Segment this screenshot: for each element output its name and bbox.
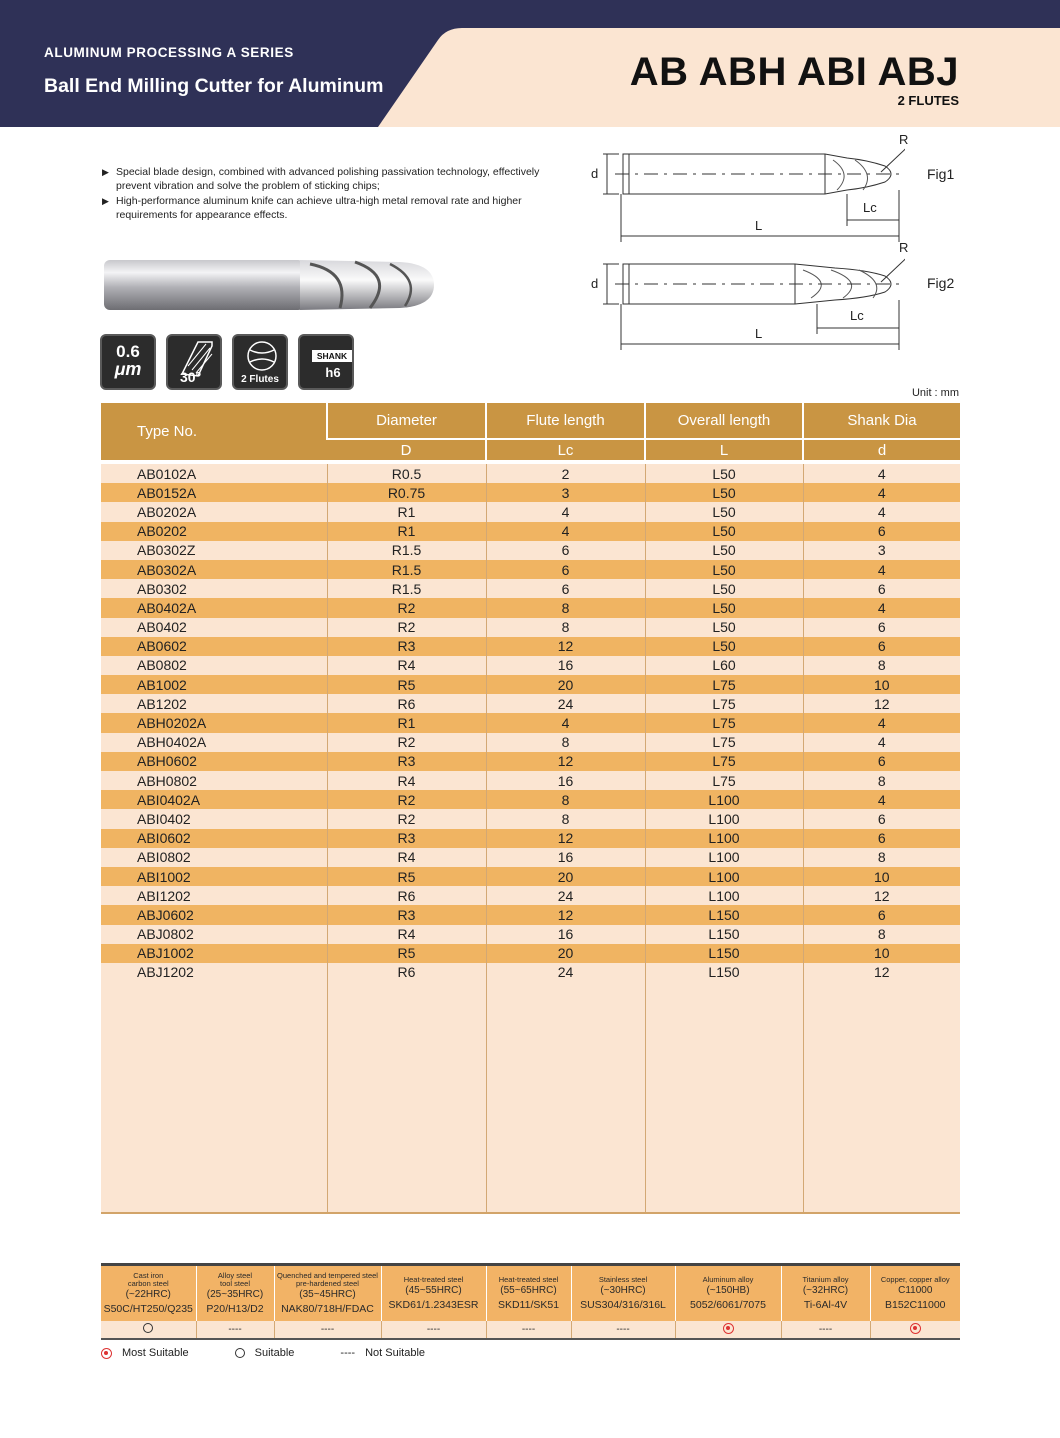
shank-dia-cell: 6 <box>803 809 960 828</box>
material-name: Aluminum alloy <box>702 1274 754 1284</box>
material-cell <box>196 1266 274 1321</box>
helix-angle-value: 30° <box>180 369 202 385</box>
diameter-cell: R6 <box>327 694 486 713</box>
shank-dia-cell: 4 <box>803 598 960 617</box>
table-row <box>101 483 960 502</box>
most-suitable-icon <box>723 1323 734 1334</box>
flute-length-cell: 4 <box>486 522 645 541</box>
diameter-cell: R5 <box>327 675 486 694</box>
flute-length-cell: 8 <box>486 733 645 752</box>
overall-length-cell: L75 <box>645 733 803 752</box>
overall-length-cell: L60 <box>645 656 803 675</box>
shank-dia-cell: 4 <box>803 502 960 521</box>
table-row <box>101 733 960 752</box>
material-name: Cast iron <box>133 1270 164 1280</box>
subheader-lc: Lc <box>486 439 645 460</box>
end-mill-photo <box>100 252 440 322</box>
flute-length-cell: 16 <box>486 925 645 944</box>
flute-length-cell: 8 <box>486 809 645 828</box>
flutes-label: 2 FLUTES <box>897 93 959 108</box>
flutes-count: 2 Flutes <box>241 374 279 385</box>
overall-length-cell: L50 <box>645 464 803 483</box>
material-grade: B152C11000 <box>884 1298 946 1311</box>
suitable-icon <box>101 1321 196 1339</box>
surface-roughness-badge <box>100 334 156 390</box>
most-suitable-icon <box>101 1348 112 1359</box>
diameter-cell: R6 <box>327 963 486 982</box>
material-grade: Ti-6Al-4V <box>803 1298 848 1311</box>
bullet-icon: ▶ <box>102 195 109 206</box>
header-overall-length: Overall length <box>645 403 803 439</box>
flute-length-cell: 24 <box>486 963 645 982</box>
material-cell <box>486 1266 571 1321</box>
overall-length-cell: L75 <box>645 771 803 790</box>
material-name: Heat-treated steel <box>403 1274 464 1284</box>
material-hardness: (~32HRC) <box>802 1284 849 1296</box>
overall-length-cell: L50 <box>645 598 803 617</box>
type-no-cell: AB0602 <box>101 637 327 656</box>
material-grade: SKD61/1.2343ESR <box>388 1298 479 1311</box>
empty-cell <box>486 982 645 1213</box>
diameter-cell: R4 <box>327 771 486 790</box>
shank-dia-cell: 12 <box>803 963 960 982</box>
flute-length-cell: 4 <box>486 502 645 521</box>
type-no-cell: AB0802 <box>101 656 327 675</box>
diameter-cell: R4 <box>327 925 486 944</box>
most-suitable-icon <box>870 1321 960 1339</box>
table-row <box>101 944 960 963</box>
helix-angle-badge <box>166 334 222 390</box>
type-no-cell: AB0402 <box>101 618 327 637</box>
shank-dia-cell: 6 <box>803 752 960 771</box>
material-name: Quenched and tempered steel <box>277 1270 378 1280</box>
type-no-cell: ABJ0602 <box>101 905 327 924</box>
overall-length-cell: L75 <box>645 675 803 694</box>
shank-dia-cell: 4 <box>803 464 960 483</box>
fig1-radius-label: R <box>899 132 909 147</box>
empty-cell <box>101 982 327 1213</box>
empty-cell <box>327 982 486 1213</box>
table-row <box>101 886 960 905</box>
diameter-cell: R1.5 <box>327 560 486 579</box>
flute-length-cell: 16 <box>486 848 645 867</box>
type-no-cell: AB0102A <box>101 464 327 483</box>
flute-length-cell: 16 <box>486 771 645 790</box>
suitability-row <box>101 1321 960 1339</box>
shank-dia-cell: 10 <box>803 867 960 886</box>
empty-cell <box>645 982 803 1213</box>
overall-length-cell: L50 <box>645 579 803 598</box>
shank-dia-cell: 12 <box>803 694 960 713</box>
table-row <box>101 771 960 790</box>
not-suitable-symbol: ---- <box>196 1321 274 1339</box>
table-row <box>101 790 960 809</box>
spec-table-body <box>101 464 960 1213</box>
overall-length-cell: L75 <box>645 713 803 732</box>
product-subtitle: Ball End Milling Cutter for Aluminum <box>44 75 384 97</box>
flute-length-cell: 4 <box>486 713 645 732</box>
material-hardness: (~22HRC) <box>125 1288 171 1300</box>
material-cell <box>101 1266 196 1321</box>
overall-length-cell: L50 <box>645 637 803 656</box>
diameter-cell: R5 <box>327 867 486 886</box>
feature-list <box>102 165 542 223</box>
shank-dia-cell: 6 <box>803 522 960 541</box>
material-grade: NAK80/718H/FDAC <box>281 1302 374 1315</box>
series-label: ALUMINUM PROCESSING A SERIES <box>44 45 294 60</box>
material-hardness: (35~45HRC) <box>299 1288 356 1300</box>
flute-length-cell: 8 <box>486 790 645 809</box>
overall-length-cell: L75 <box>645 752 803 771</box>
flute-length-cell: 8 <box>486 618 645 637</box>
not-suitable-symbol: ---- <box>486 1321 571 1339</box>
diameter-cell: R4 <box>327 656 486 675</box>
shank-dia-cell: 3 <box>803 541 960 560</box>
roughness-unit: μm <box>114 359 142 379</box>
feature-text: Special blade design, combined with advanced polishing passivation technology, effectively prevent vibration and solve the problem of sticking chips; <box>116 166 540 193</box>
overall-length-cell: L100 <box>645 867 803 886</box>
overall-length-cell: L150 <box>645 963 803 982</box>
flute-length-cell: 24 <box>486 694 645 713</box>
table-row <box>101 848 960 867</box>
not-suitable-symbol: ---- <box>274 1321 381 1339</box>
flute-length-cell: 12 <box>486 905 645 924</box>
type-no-cell: ABH0402A <box>101 733 327 752</box>
material-grade: SKD11/SK51 <box>497 1298 560 1311</box>
header-banner <box>0 0 1060 127</box>
table-row <box>101 618 960 637</box>
type-no-cell: ABI0602 <box>101 829 327 848</box>
type-no-cell: ABH0802 <box>101 771 327 790</box>
material-header-row <box>101 1266 960 1321</box>
type-no-cell: AB0202 <box>101 522 327 541</box>
diameter-cell: R2 <box>327 809 486 828</box>
diameter-cell: R3 <box>327 637 486 656</box>
type-no-cell: ABJ0802 <box>101 925 327 944</box>
material-hardness: (~150HB) <box>706 1284 750 1296</box>
shank-tolerance: h6 <box>325 365 341 380</box>
shank-dia-cell: 10 <box>803 944 960 963</box>
material-table <box>101 1266 960 1340</box>
diameter-cell: R4 <box>327 848 486 867</box>
material-cell <box>571 1266 675 1321</box>
shank-dia-cell: 4 <box>803 733 960 752</box>
feature-item <box>102 194 542 223</box>
shank-dia-cell: 6 <box>803 579 960 598</box>
fig2-radius-label: R <box>899 240 909 255</box>
table-row <box>101 579 960 598</box>
table-row <box>101 809 960 828</box>
type-no-cell: ABJ1202 <box>101 963 327 982</box>
header-type-no: Type No. <box>101 403 327 460</box>
type-no-cell: ABI1002 <box>101 867 327 886</box>
table-row <box>101 829 960 848</box>
table-row <box>101 752 960 771</box>
type-no-cell: AB0302A <box>101 560 327 579</box>
table-row <box>101 905 960 924</box>
material-grade: P20/H13/D2 <box>206 1302 264 1315</box>
material-cell <box>781 1266 870 1321</box>
type-no-cell: ABI0802 <box>101 848 327 867</box>
diameter-cell: R2 <box>327 733 486 752</box>
flute-length-cell: 24 <box>486 886 645 905</box>
type-no-cell: ABI0402 <box>101 809 327 828</box>
table-row <box>101 522 960 541</box>
fig1-diameter-label: d <box>591 166 599 181</box>
table-empty-space <box>101 982 960 1213</box>
type-no-cell: AB0402A <box>101 598 327 617</box>
spec-icon-row <box>100 334 354 390</box>
type-no-cell: AB0302Z <box>101 541 327 560</box>
subheader-d: D <box>327 439 486 460</box>
table-row <box>101 560 960 579</box>
shank-dia-cell: 6 <box>803 618 960 637</box>
fig1-length-label: L <box>755 218 763 233</box>
shank-dia-cell: 4 <box>803 560 960 579</box>
diameter-cell: R0.5 <box>327 464 486 483</box>
shank-dia-cell: 8 <box>803 656 960 675</box>
table-row <box>101 598 960 617</box>
material-name: pre-hardened steel <box>296 1278 359 1288</box>
diameter-cell: R2 <box>327 598 486 617</box>
type-no-cell: ABH0602 <box>101 752 327 771</box>
shank-tolerance-badge <box>298 334 354 390</box>
shank-dia-cell: 6 <box>803 829 960 848</box>
fig2-length-label: L <box>755 326 763 341</box>
shank-dia-cell: 10 <box>803 675 960 694</box>
flute-length-cell: 12 <box>486 829 645 848</box>
header-flute-length: Flute length <box>486 403 645 439</box>
shank-label: SHANK <box>312 350 352 362</box>
shank-dia-cell: 4 <box>803 790 960 809</box>
material-name: Heat-treated steel <box>498 1274 559 1284</box>
most-suitable-icon <box>675 1321 781 1339</box>
table-row <box>101 464 960 483</box>
fig2-lc-label: Lc <box>850 308 864 323</box>
diameter-cell: R6 <box>327 886 486 905</box>
material-cell <box>675 1266 781 1321</box>
shank-dia-cell: 6 <box>803 637 960 656</box>
material-cell <box>274 1266 381 1321</box>
overall-length-cell: L150 <box>645 905 803 924</box>
material-name: Titanium alloy <box>802 1274 849 1284</box>
flute-length-cell: 20 <box>486 944 645 963</box>
table-row <box>101 656 960 675</box>
not-suitable-symbol: ---- <box>340 1347 356 1359</box>
diameter-cell: R2 <box>327 790 486 809</box>
flute-length-cell: 6 <box>486 541 645 560</box>
feature-item <box>102 165 542 194</box>
subheader-shank-d: d <box>803 439 960 460</box>
material-name: tool steel <box>219 1278 251 1288</box>
subheader-l: L <box>645 439 803 460</box>
not-suitable-symbol: ---- <box>781 1321 870 1339</box>
legend-most-suitable <box>101 1347 189 1359</box>
empty-cell <box>803 982 960 1213</box>
flute-length-cell: 6 <box>486 560 645 579</box>
suitable-icon <box>143 1323 153 1333</box>
material-suitability-table <box>101 1263 960 1340</box>
flute-length-cell: 2 <box>486 464 645 483</box>
legend-most-text: Most Suitable <box>122 1347 189 1359</box>
legend-not-suitable <box>340 1347 425 1359</box>
header-shank-dia: Shank Dia <box>803 403 960 439</box>
legend-suitable-text: Suitable <box>254 1347 295 1359</box>
type-no-cell: AB0302 <box>101 579 327 598</box>
diameter-cell: R5 <box>327 944 486 963</box>
shank-dia-cell: 8 <box>803 925 960 944</box>
flute-length-cell: 6 <box>486 579 645 598</box>
flute-length-cell: 16 <box>486 656 645 675</box>
roughness-value: 0.6 <box>116 342 140 361</box>
table-row <box>101 502 960 521</box>
legend-not-text: Not Suitable <box>365 1347 426 1359</box>
material-hardness: (55~65HRC) <box>500 1284 557 1296</box>
table-row <box>101 694 960 713</box>
flute-length-cell: 8 <box>486 598 645 617</box>
flutes-badge <box>232 334 288 390</box>
overall-length-cell: L100 <box>645 829 803 848</box>
type-no-cell: AB0152A <box>101 483 327 502</box>
flute-length-cell: 20 <box>486 867 645 886</box>
bullet-icon: ▶ <box>102 167 109 177</box>
diameter-cell: R1.5 <box>327 579 486 598</box>
diameter-cell: R1 <box>327 713 486 732</box>
overall-length-cell: L100 <box>645 886 803 905</box>
shank-dia-cell: 4 <box>803 483 960 502</box>
diameter-cell: R3 <box>327 829 486 848</box>
type-no-cell: ABJ1002 <box>101 944 327 963</box>
material-cell <box>870 1266 960 1321</box>
overall-length-cell: L50 <box>645 618 803 637</box>
fig1-lc-label: Lc <box>863 200 877 215</box>
spec-table <box>101 403 960 1214</box>
flute-length-cell: 3 <box>486 483 645 502</box>
material-grade: S50C/HT250/Q235 <box>103 1302 193 1315</box>
flute-length-cell: 20 <box>486 675 645 694</box>
table-row <box>101 867 960 886</box>
material-name: carbon steel <box>127 1278 169 1288</box>
type-no-cell: ABI1202 <box>101 886 327 905</box>
fig2-diameter-label: d <box>591 276 599 291</box>
header-diameter: Diameter <box>327 403 486 439</box>
diameter-cell: R2 <box>327 618 486 637</box>
suitable-icon <box>235 1348 245 1358</box>
overall-length-cell: L50 <box>645 502 803 521</box>
material-name: Alloy steel <box>217 1270 253 1280</box>
flute-length-cell: 12 <box>486 637 645 656</box>
overall-length-cell: L100 <box>645 848 803 867</box>
diameter-cell: R3 <box>327 905 486 924</box>
diameter-cell: R0.75 <box>327 483 486 502</box>
overall-length-cell: L150 <box>645 944 803 963</box>
type-no-cell: ABH0202A <box>101 713 327 732</box>
diameter-cell: R1 <box>327 502 486 521</box>
material-cell <box>381 1266 486 1321</box>
overall-length-cell: L75 <box>645 694 803 713</box>
shank-dia-cell: 8 <box>803 771 960 790</box>
table-row <box>101 541 960 560</box>
diameter-cell: R1 <box>327 522 486 541</box>
material-hardness: (25~35HRC) <box>206 1288 264 1300</box>
shank-dia-cell: 8 <box>803 848 960 867</box>
overall-length-cell: L50 <box>645 560 803 579</box>
material-grade: SUS304/316/316L <box>580 1298 666 1311</box>
overall-length-cell: L150 <box>645 925 803 944</box>
legend-suitable <box>235 1347 295 1359</box>
fig1-label: Fig1 <box>927 166 955 182</box>
type-no-cell: AB1202 <box>101 694 327 713</box>
shank-dia-cell: 4 <box>803 713 960 732</box>
product-title: AB ABH ABI ABJ <box>629 50 959 94</box>
overall-length-cell: L50 <box>645 541 803 560</box>
material-hardness: C11000 <box>898 1284 933 1296</box>
diameter-cell: R3 <box>327 752 486 771</box>
overall-length-cell: L100 <box>645 809 803 828</box>
type-no-cell: ABI0402A <box>101 790 327 809</box>
shank-dia-cell: 6 <box>803 905 960 924</box>
not-suitable-symbol: ---- <box>571 1321 675 1339</box>
spec-table-container <box>101 403 960 1214</box>
material-grade: 5052/6061/7075 <box>690 1298 766 1311</box>
overall-length-cell: L50 <box>645 522 803 541</box>
unit-label: Unit : mm <box>911 387 959 399</box>
legend <box>101 1347 471 1359</box>
type-no-cell: AB0202A <box>101 502 327 521</box>
material-name: Stainless steel <box>598 1274 648 1284</box>
material-name: Copper, copper alloy <box>880 1274 950 1284</box>
material-hardness: (45~55HRC) <box>405 1284 462 1296</box>
feature-text: High-performance aluminum knife can achieve ultra-high metal removal rate and higher requirements for appearance effects. <box>116 194 522 222</box>
not-suitable-symbol: ---- <box>381 1321 486 1339</box>
overall-length-cell: L100 <box>645 790 803 809</box>
type-no-cell: AB1002 <box>101 675 327 694</box>
drawing-lines <box>585 130 905 360</box>
overall-length-cell: L50 <box>645 483 803 502</box>
table-row <box>101 713 960 732</box>
most-suitable-icon <box>910 1323 921 1334</box>
fig2-label: Fig2 <box>927 275 955 291</box>
table-row <box>101 925 960 944</box>
flute-length-cell: 12 <box>486 752 645 771</box>
shank-dia-cell: 12 <box>803 886 960 905</box>
material-hardness: (~30HRC) <box>600 1284 646 1296</box>
table-row <box>101 637 960 656</box>
diameter-cell: R1.5 <box>327 541 486 560</box>
table-row <box>101 963 960 982</box>
table-row <box>101 675 960 694</box>
